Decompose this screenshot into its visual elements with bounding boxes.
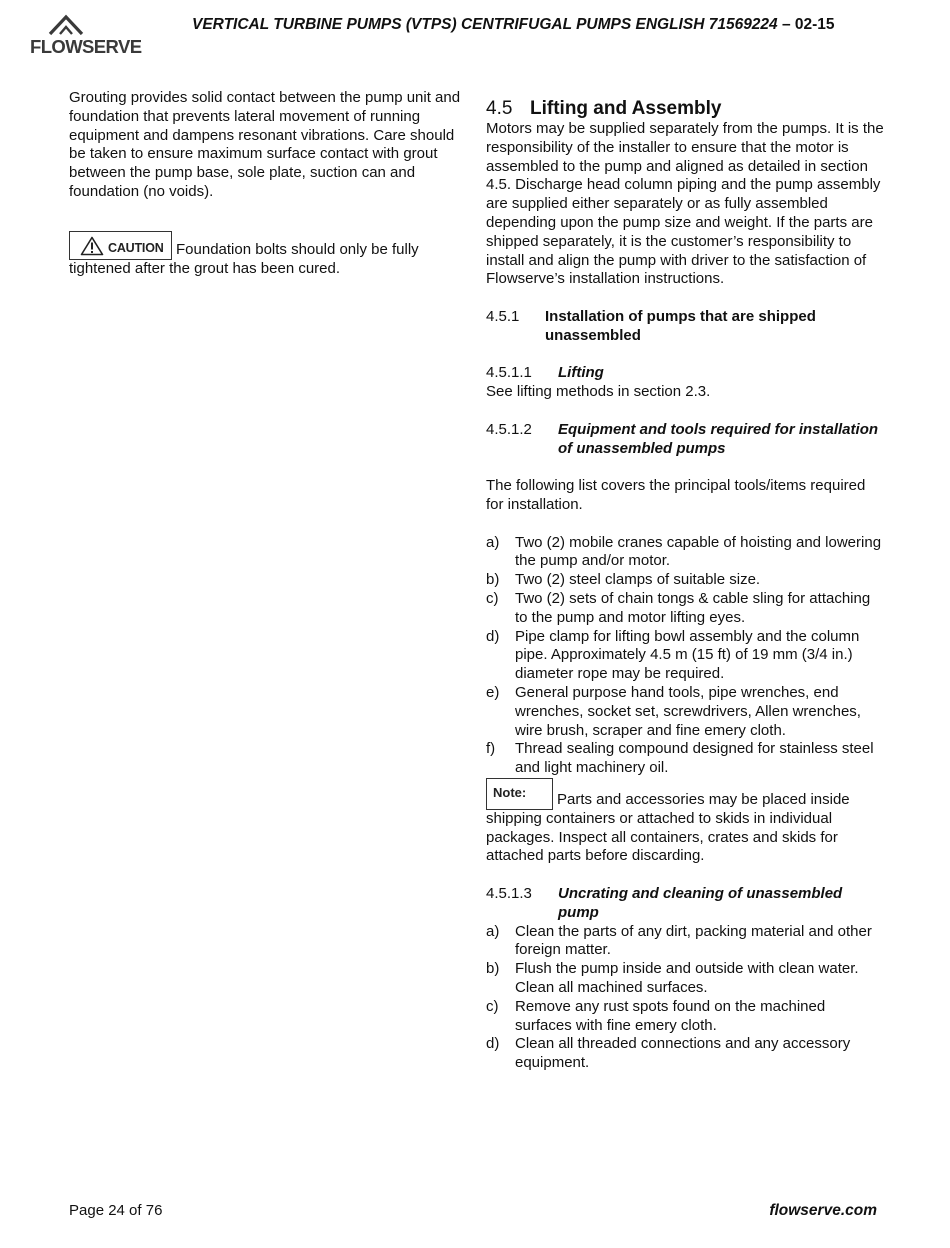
section-4-5-1-3-heading (486, 885, 886, 923)
list-item-text: Two (2) sets of chain tongs & cable sling for attaching to the pump and motor lifting eyes. (515, 589, 871, 626)
list-item (486, 923, 886, 961)
list-item-text: Two (2) steel clamps of suitable size. (515, 571, 761, 589)
list-item (486, 960, 886, 998)
section-number: 4.5.1.1 (486, 364, 532, 382)
section-number: 4.5.1.3 (486, 885, 532, 903)
list-item-text: Remove any rust spots found on the machined surfaces with fine emery cloth. (515, 997, 826, 1034)
list-marker: d) (486, 1035, 500, 1053)
flowserve-logo (28, 14, 143, 58)
list-marker: c) (486, 589, 499, 607)
list-marker: e) (486, 683, 500, 701)
note-paragraph (486, 778, 886, 866)
note-text: Parts and accessories may be placed inside shipping containers or attached to skids in individual packages. Inspect all containers, crates and skids for attached parts before discarding. (486, 791, 850, 865)
list-item-text: Thread sealing compound designed for stainless steel and light machinery oil. (515, 740, 874, 777)
list-item (486, 1035, 886, 1073)
list-item-text: Clean the parts of any dirt, packing material and other foreign matter. (515, 922, 872, 959)
document-title (192, 16, 835, 34)
list-item-text: Clean all threaded connections and any accessory equipment. (515, 1035, 851, 1072)
cleaning-list (486, 923, 886, 1073)
section-number: 4.5.1.2 (486, 420, 532, 438)
list-item-text: Pipe clamp for lifting bowl assembly and the column pipe. Approximately 4.5 m (15 ft) of 19 mm (3/4 in.) diameter rope may be required. (515, 627, 860, 683)
section-number: 4.5 (486, 98, 513, 119)
list-item (486, 998, 886, 1036)
page-number: Page 24 of 76 (69, 1202, 163, 1219)
section-number: 4.5.1 (486, 307, 520, 325)
section-title: Installation of pumps that are shipped unassembled (545, 307, 816, 344)
note-badge (486, 778, 553, 810)
list-item (486, 534, 886, 572)
list-item-text: General purpose hand tools, pipe wrenches, end wrenches, socket set, screwdrivers, Allen wrenches, wire brush, scraper and fine emery cloth. (515, 683, 861, 739)
list-marker: a) (486, 922, 500, 940)
list-item (486, 590, 886, 628)
section-4-5-1-1-heading (486, 364, 886, 383)
caution-text: Foundation bolts should only be fully tightened after the grout has been cured. (69, 240, 419, 277)
left-column (69, 89, 464, 278)
warning-triangle-icon (80, 236, 104, 256)
section-title: Uncrating and cleaning of unassembled pump (558, 885, 843, 921)
section-title: Lifting (558, 364, 604, 382)
section-title: Equipment and tools required for installation of unassembled pumps (558, 420, 879, 457)
list-marker: d) (486, 627, 500, 645)
list-item (486, 684, 886, 740)
section-4-5-body: Motors may be supplied separately from the pumps. It is the responsibility of the installer to ensure that the motor is assembled to the pump and aligned as detailed in section 4.5. Discharge head column piping and the pump assembly are supplied either separately or as fully assembled depending upon the pump size and weight. If the parts are shipped separately, it is the customer’s responsibility to install and align the pump with driver to the satisfaction of Flowserve’s installation instructions. (486, 120, 884, 288)
section-4-5-heading (486, 98, 886, 120)
logo-mark-icon (28, 14, 143, 36)
list-item (486, 628, 886, 684)
caution-label: CAUTION (108, 240, 164, 255)
right-column (486, 98, 886, 1073)
section-title: Lifting and Assembly (530, 98, 722, 119)
document-title-text: VERTICAL TURBINE PUMPS (VTPS) CENTRIFUGAL PUMPS ENGLISH 71569224 (192, 16, 778, 33)
list-item (486, 571, 886, 590)
section-4-5-1-heading (486, 308, 886, 346)
list-marker: a) (486, 533, 500, 551)
page-header (0, 0, 950, 80)
list-marker: f) (486, 740, 496, 758)
grout-paragraph: Grouting provides solid contact between the pump unit and foundation that prevents lateral movement of running equipment and dampens resonant vibrations. Care should be taken to ensure maximum surface contact with grout between the pump base, sole plate, suction can and foundation (no voids). (69, 89, 461, 200)
caution-badge (69, 231, 172, 260)
list-marker: b) (486, 960, 500, 978)
list-item (486, 740, 886, 778)
logo-wordmark: FLOWSERVE (30, 36, 142, 57)
section-4-5-1-2-heading (486, 421, 886, 459)
caution-paragraph (69, 221, 464, 279)
note-label: Note: (493, 784, 527, 800)
list-item-text: Two (2) mobile cranes capable of hoisting and lowering the pump and/or motor. (515, 533, 882, 570)
list-marker: b) (486, 571, 500, 589)
website-link[interactable]: flowserve.com (769, 1202, 877, 1219)
tools-list (486, 534, 886, 778)
document-revision: – 02-15 (777, 16, 835, 33)
section-4-5-1-1-body: See lifting methods in section 2.3. (486, 383, 711, 401)
list-item-text: Flush the pump inside and outside with clean water. Clean all machined surfaces. (515, 960, 859, 997)
list-marker: c) (486, 997, 499, 1015)
tools-intro: The following list covers the principal tools/items required for installation. (486, 477, 866, 513)
